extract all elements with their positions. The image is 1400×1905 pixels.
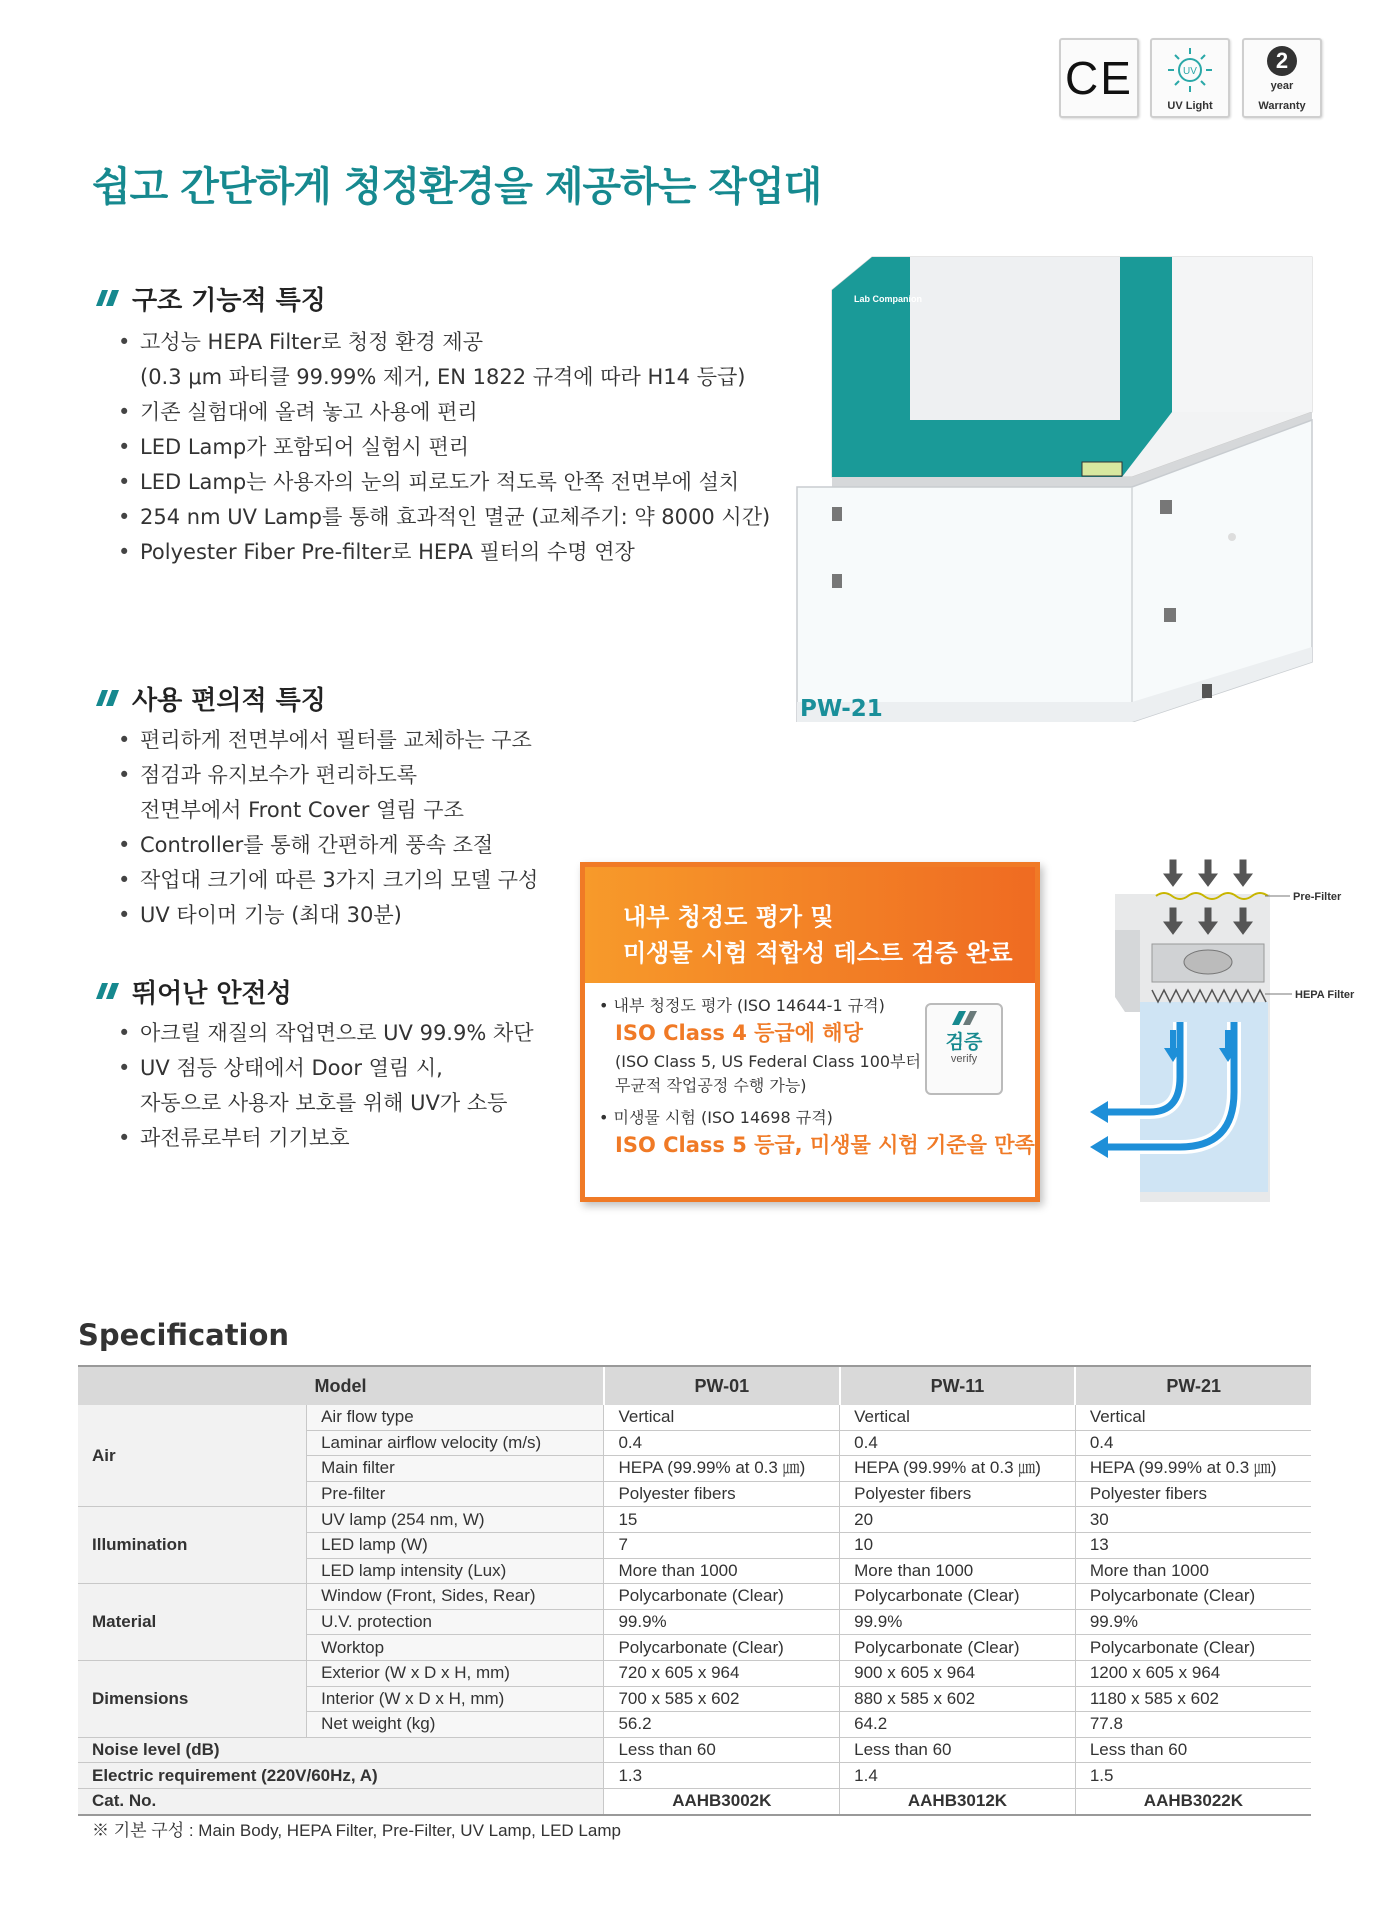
convenience-feature-list [118, 723, 538, 933]
table-header-row [78, 1366, 1311, 1405]
callout-item2-label: • 미생물 시험 (ISO 14698 규격) [599, 1108, 833, 1127]
stamp-ko: 검증 [945, 1031, 983, 1053]
stamp-en: verify [950, 1053, 978, 1065]
section-title-convenience: 사용 편의적 특징 [132, 686, 326, 716]
table-cell: 900 x 605 x 964 [840, 1660, 1076, 1686]
table-cell: Vertical [604, 1405, 840, 1430]
category-cell: Material [78, 1584, 307, 1661]
list-item: • Controller를 통해 간편하게 풍속 조절 [118, 828, 538, 863]
spec-title: Specification [78, 1318, 290, 1352]
cat-no-cell: AAHB3022K [1075, 1788, 1311, 1814]
warranty-badge [1242, 38, 1322, 118]
table-cell: 64.2 [840, 1712, 1076, 1738]
table-row [78, 1405, 1311, 1430]
callout-header [585, 867, 1035, 983]
table-row [78, 1763, 1311, 1789]
table-cell: Polycarbonate (Clear) [840, 1584, 1076, 1610]
table-row [78, 1584, 1311, 1610]
list-item: • Polyester Fiber Pre-filter로 HEPA 필터의 수명 연장 [118, 535, 770, 570]
list-item: • 편리하게 전면부에서 필터를 교체하는 구조 [118, 723, 538, 758]
table-cell: Polyester fibers [604, 1481, 840, 1507]
cat-no-cell: AAHB3012K [840, 1788, 1076, 1814]
row-label: Main filter [307, 1456, 604, 1482]
table-cell: Polyester fibers [1075, 1481, 1311, 1507]
uv-badge-label: UV Light [1167, 100, 1213, 112]
warranty-circle [1267, 46, 1297, 76]
table-cell: 0.4 [1075, 1430, 1311, 1456]
category-cell: Dimensions [78, 1660, 307, 1737]
column-header: Model [78, 1366, 604, 1405]
callout-item1-note2: 무균적 작업공정 수행 가능) [615, 1076, 807, 1095]
row-label: U.V. protection [307, 1609, 604, 1635]
ce-mark: CE [1065, 52, 1133, 104]
table-row [78, 1737, 1311, 1763]
table-cell: 13 [1075, 1532, 1311, 1558]
table-cell: 1.4 [840, 1763, 1076, 1789]
table-cell: HEPA (99.99% at 0.3 ㎛) [1075, 1456, 1311, 1482]
callout-item1-note1: (ISO Class 5, US Federal Class 100부터 [615, 1052, 921, 1071]
row-label: Window (Front, Sides, Rear) [307, 1584, 604, 1610]
hepa-filter-label: HEPA Filter [1295, 989, 1355, 1001]
footnote: ※ 기본 구성 : Main Body, HEPA Filter, Pre-Filter, UV Lamp, LED Lamp [92, 1821, 621, 1840]
table-cell: 99.9% [604, 1609, 840, 1635]
table-cell: Polycarbonate (Clear) [1075, 1635, 1311, 1661]
callout-head-line2: 미생물 시험 적합성 테스트 검증 완료 [623, 939, 1013, 967]
row-label: UV lamp (254 nm, W) [307, 1507, 604, 1533]
category-cell: Illumination [78, 1507, 307, 1584]
callout-item1-value: ISO Class 4 등급에 해당 [615, 1021, 863, 1045]
list-item: • 254 nm UV Lamp를 통해 효과적인 멸균 (교체주기: 약 8000 시간) [118, 500, 770, 535]
table-cell: 0.4 [840, 1430, 1076, 1456]
row-label: Exterior (W x D x H, mm) [307, 1660, 604, 1686]
table-cell: 99.9% [1075, 1609, 1311, 1635]
list-item: • 기존 실험대에 올려 놓고 사용에 편리 [118, 395, 770, 430]
row-label: Air flow type [307, 1405, 604, 1430]
callout-body [585, 983, 1035, 1197]
list-item: • 점검과 유지보수가 편리하도록 [118, 758, 538, 793]
table-cell: 77.8 [1075, 1712, 1311, 1738]
section-title-structure: 구조 기능적 특징 [132, 286, 326, 316]
list-item: • 아크릴 재질의 작업면으로 UV 99.9% 차단 [118, 1016, 534, 1051]
section-title-safety: 뛰어난 안전성 [132, 979, 292, 1009]
section-bullet-icon [92, 981, 120, 1001]
warranty-line2: Warranty [1258, 100, 1306, 112]
table-cell: Less than 60 [604, 1737, 840, 1763]
row-label: LED lamp intensity (Lux) [307, 1558, 604, 1584]
row-label: Worktop [307, 1635, 604, 1661]
table-cell: 1200 x 605 x 964 [1075, 1660, 1311, 1686]
list-item: • UV 점등 상태에서 Door 열림 시, [118, 1051, 534, 1086]
table-cell: 880 x 585 x 602 [840, 1686, 1076, 1712]
page-title: 쉽고 간단하게 청정환경을 제공하는 작업대 [92, 164, 822, 210]
table-cell: 7 [604, 1532, 840, 1558]
table-cell: 700 x 585 x 602 [604, 1686, 840, 1712]
table-cell: Polycarbonate (Clear) [840, 1635, 1076, 1661]
column-header: PW-21 [1075, 1366, 1311, 1405]
airflow-diagram [1060, 852, 1360, 1202]
safety-feature-list [118, 1016, 534, 1156]
table-cell: More than 1000 [1075, 1558, 1311, 1584]
row-label: LED lamp (W) [307, 1532, 604, 1558]
table-row [78, 1788, 1311, 1814]
category-cell: Air [78, 1405, 307, 1507]
brand-logo-text: Lab Companion [854, 294, 922, 304]
cat-no-cell: AAHB3002K [604, 1788, 840, 1814]
warranty-number: 2 [1275, 48, 1289, 73]
column-header: PW-01 [604, 1366, 840, 1405]
row-label: Net weight (kg) [307, 1712, 604, 1738]
row-label: Laminar airflow velocity (m/s) [307, 1430, 604, 1456]
table-cell: 1180 x 585 x 602 [1075, 1686, 1311, 1712]
table-cell: 1.3 [604, 1763, 840, 1789]
warranty-line1: year [1270, 80, 1294, 92]
table-cell: Less than 60 [1075, 1737, 1311, 1763]
table-cell: HEPA (99.99% at 0.3 ㎛) [604, 1456, 840, 1482]
table-cell: 99.9% [840, 1609, 1076, 1635]
table-cell: 20 [840, 1507, 1076, 1533]
table-cell: Vertical [1075, 1405, 1311, 1430]
callout-head-line1: 내부 청정도 평가 및 [623, 903, 834, 931]
table-cell: 15 [604, 1507, 840, 1533]
table-cell: Polycarbonate (Clear) [604, 1635, 840, 1661]
table-cell: Less than 60 [840, 1737, 1076, 1763]
table-row [78, 1507, 1311, 1533]
ce-badge [1059, 38, 1139, 118]
table-cell: Vertical [840, 1405, 1076, 1430]
verify-stamp-icon [925, 1003, 1003, 1095]
table-cell: Polycarbonate (Clear) [1075, 1584, 1311, 1610]
table-cell: More than 1000 [840, 1558, 1076, 1584]
row-label: Pre-filter [307, 1481, 604, 1507]
callout-item1-label: • 내부 청정도 평가 (ISO 14644-1 규격) [599, 996, 885, 1015]
callout-item2-value: ISO Class 5 등급, 미생물 시험 기준을 만족 [615, 1133, 1035, 1157]
table-cell: More than 1000 [604, 1558, 840, 1584]
table-cell: 56.2 [604, 1712, 840, 1738]
row-label: Interior (W x D x H, mm) [307, 1686, 604, 1712]
list-item: (0.3 μm 파티클 99.99% 제거, EN 1822 규격에 따라 H14 등급) [140, 365, 746, 389]
table-cell: 0.4 [604, 1430, 840, 1456]
table-cell: 10 [840, 1532, 1076, 1558]
uv-lamp-icon [1152, 42, 1228, 98]
uv-light-badge [1150, 38, 1230, 118]
clean-bench-product-image [792, 252, 1332, 722]
structure-feature-list [118, 325, 770, 570]
table-cell: HEPA (99.99% at 0.3 ㎛) [840, 1456, 1076, 1482]
list-item: 전면부에서 Front Cover 열림 구조 [140, 798, 464, 822]
section-bullet-icon [92, 288, 120, 308]
list-item: • 작업대 크기에 따른 3가지 크기의 모델 구성 [118, 863, 538, 898]
spec-table [78, 1365, 1311, 1816]
uv-inner-text: UV [1183, 66, 1197, 77]
table-cell: 1.5 [1075, 1763, 1311, 1789]
product-model-label: PW-21 [800, 696, 883, 722]
list-item: • LED Lamp가 포함되어 실험시 편리 [118, 430, 770, 465]
row-label: Noise level (dB) [78, 1737, 604, 1763]
row-label: Cat. No. [78, 1788, 604, 1814]
table-cell: 720 x 605 x 964 [604, 1660, 840, 1686]
column-header: PW-11 [840, 1366, 1076, 1405]
list-item: • LED Lamp는 사용자의 눈의 피로도가 적도록 안쪽 전면부에 설치 [118, 465, 770, 500]
section-bullet-icon [92, 688, 120, 708]
table-cell: 30 [1075, 1507, 1311, 1533]
table-cell: Polyester fibers [840, 1481, 1076, 1507]
list-item: • 과전류로부터 기기보호 [118, 1121, 534, 1156]
row-label: Electric requirement (220V/60Hz, A) [78, 1763, 604, 1789]
verification-callout [580, 862, 1040, 1202]
list-item: • UV 타이머 기능 (최대 30분) [118, 898, 538, 933]
prefilter-label: Pre-Filter [1293, 891, 1342, 903]
list-item: 자동으로 사용자 보호를 위해 UV가 소등 [140, 1091, 508, 1115]
table-row [78, 1660, 1311, 1686]
table-cell: Polycarbonate (Clear) [604, 1584, 840, 1610]
list-item: • 고성능 HEPA Filter로 청정 환경 제공 [118, 325, 770, 360]
